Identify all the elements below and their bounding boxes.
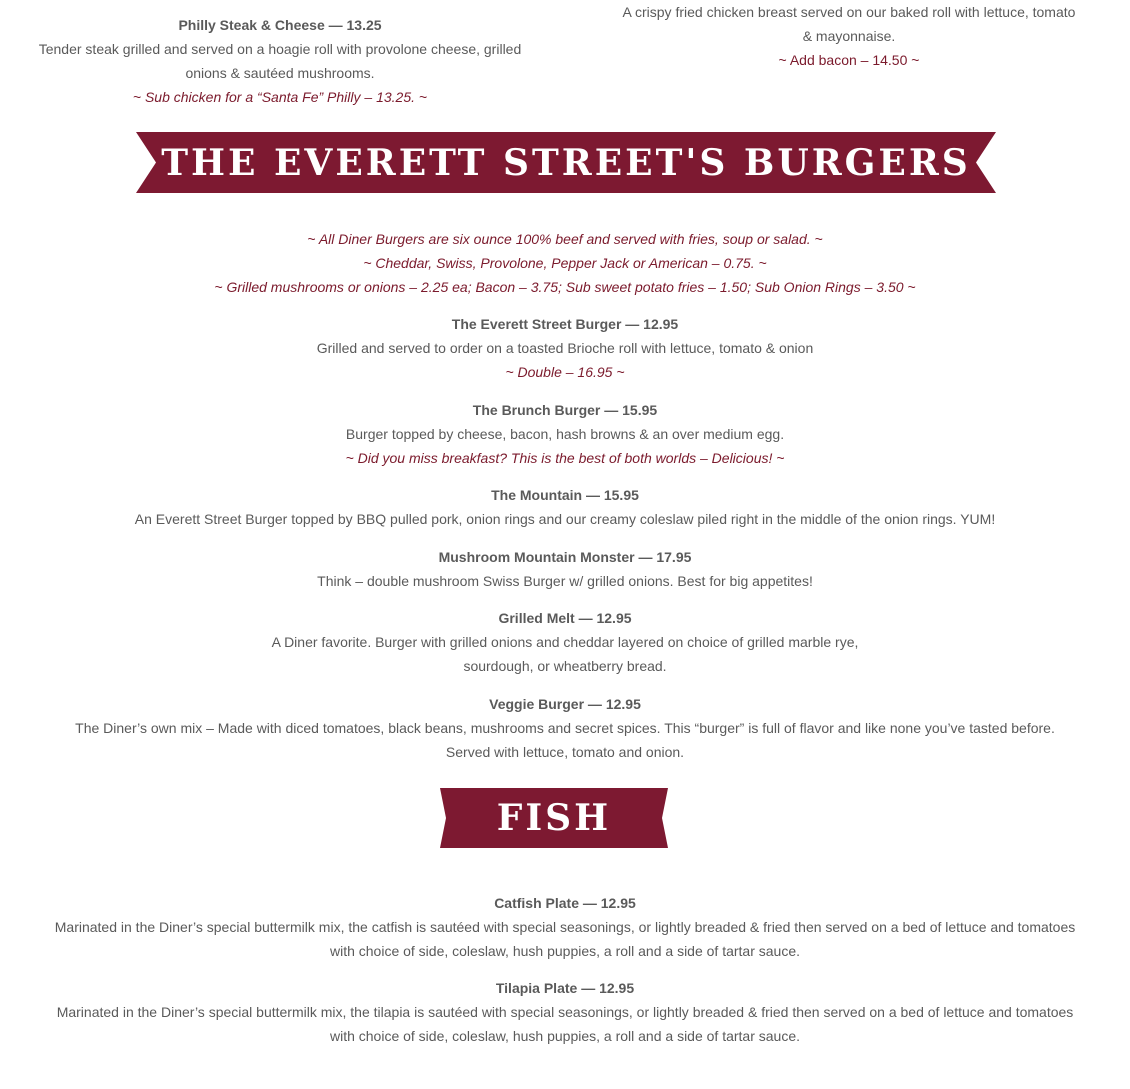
note-line: ~ Grilled mushrooms or onions – 2.25 ea; Bacon – 3.75; Sub sweet potato fries – 1.50; Sub Onion Rings – 3.50 ~ bbox=[214, 279, 916, 295]
menu-item bbox=[0, 606, 1130, 678]
fish-section-banner bbox=[440, 788, 668, 848]
menu-item bbox=[0, 398, 1130, 470]
item-note: ~ Add bacon – 14.50 ~ bbox=[778, 52, 920, 68]
item-desc: sourdough, or wheatberry bread. bbox=[463, 658, 667, 674]
item-note: ~ Sub chicken for a “Santa Fe” Philly – 13.25. ~ bbox=[132, 89, 428, 105]
menu-item bbox=[0, 545, 1130, 593]
item-desc: The Diner’s own mix – Made with diced tomatoes, black beans, mushrooms and secret spices. This “burger” is full of flavor and like none you’ve tasted before. bbox=[75, 720, 1055, 736]
item-desc: with choice of side, coleslaw, hush puppies, a roll and a side of tartar sauce. bbox=[329, 1028, 801, 1044]
item-note: ~ Did you miss breakfast? This is the best of both worlds – Delicious! ~ bbox=[345, 450, 785, 466]
item-title: Philly Steak & Cheese — 13.25 bbox=[178, 17, 382, 33]
item-title: The Everett Street Burger — 12.95 bbox=[451, 316, 679, 332]
banner-label: THE EVERETT STREET'S BURGERS bbox=[161, 142, 971, 184]
item-desc: Marinated in the Diner’s special buttermilk mix, the tilapia is sautéed with special seasonings, or lightly breaded & fried then served on a bed of lettuce and tomatoes bbox=[56, 1004, 1074, 1020]
burger-notes bbox=[0, 227, 1130, 299]
chicken-item bbox=[590, 0, 1108, 72]
note-line: ~ Cheddar, Swiss, Provolone, Pepper Jack or American – 0.75. ~ bbox=[363, 255, 767, 271]
item-desc: onions & sautéed mushrooms. bbox=[185, 65, 375, 81]
item-desc: with choice of side, coleslaw, hush puppies, a roll and a side of tartar sauce. bbox=[329, 943, 801, 959]
item-desc: & mayonnaise. bbox=[802, 28, 896, 44]
item-desc: A Diner favorite. Burger with grilled onions and cheddar layered on choice of grilled marble rye, bbox=[271, 634, 859, 650]
item-desc: Tender steak grilled and served on a hoagie roll with provolone cheese, grilled bbox=[38, 41, 522, 57]
item-title: Mushroom Mountain Monster — 17.95 bbox=[438, 549, 692, 565]
menu-item bbox=[0, 692, 1130, 764]
philly-item bbox=[20, 13, 540, 109]
menu-item bbox=[0, 483, 1130, 531]
banner-label: FISH bbox=[496, 797, 612, 839]
menu-item bbox=[0, 976, 1130, 1048]
item-desc: Burger topped by cheese, bacon, hash browns & an over medium egg. bbox=[345, 426, 785, 442]
note-line: ~ All Diner Burgers are six ounce 100% beef and served with fries, soup or salad. ~ bbox=[307, 231, 823, 247]
item-desc: An Everett Street Burger topped by BBQ pulled pork, onion rings and our creamy coleslaw piled right in the middle of the onion rings. YUM! bbox=[134, 511, 996, 527]
item-desc: A crispy fried chicken breast served on our baked roll with lettuce, tomato bbox=[622, 4, 1076, 20]
item-title: Grilled Melt — 12.95 bbox=[498, 610, 632, 626]
item-desc: Think – double mushroom Swiss Burger w/ grilled onions. Best for big appetites! bbox=[317, 573, 813, 589]
item-desc: Served with lettuce, tomato and onion. bbox=[445, 744, 685, 760]
item-desc: Grilled and served to order on a toasted Brioche roll with lettuce, tomato & onion bbox=[316, 340, 814, 356]
item-title: Tilapia Plate — 12.95 bbox=[495, 980, 635, 996]
menu-item bbox=[0, 312, 1130, 384]
burgers-section-banner bbox=[136, 132, 996, 193]
item-note: ~ Double – 16.95 ~ bbox=[505, 364, 625, 380]
menu-item bbox=[0, 891, 1130, 963]
item-title: The Mountain — 15.95 bbox=[491, 487, 639, 503]
item-title: The Brunch Burger — 15.95 bbox=[472, 402, 658, 418]
item-title: Veggie Burger — 12.95 bbox=[489, 696, 641, 712]
item-title: Catfish Plate — 12.95 bbox=[494, 895, 636, 911]
item-desc: Marinated in the Diner’s special buttermilk mix, the catfish is sautéed with special seasonings, or lightly breaded & fried then served on a bed of lettuce and tomatoes bbox=[54, 919, 1076, 935]
